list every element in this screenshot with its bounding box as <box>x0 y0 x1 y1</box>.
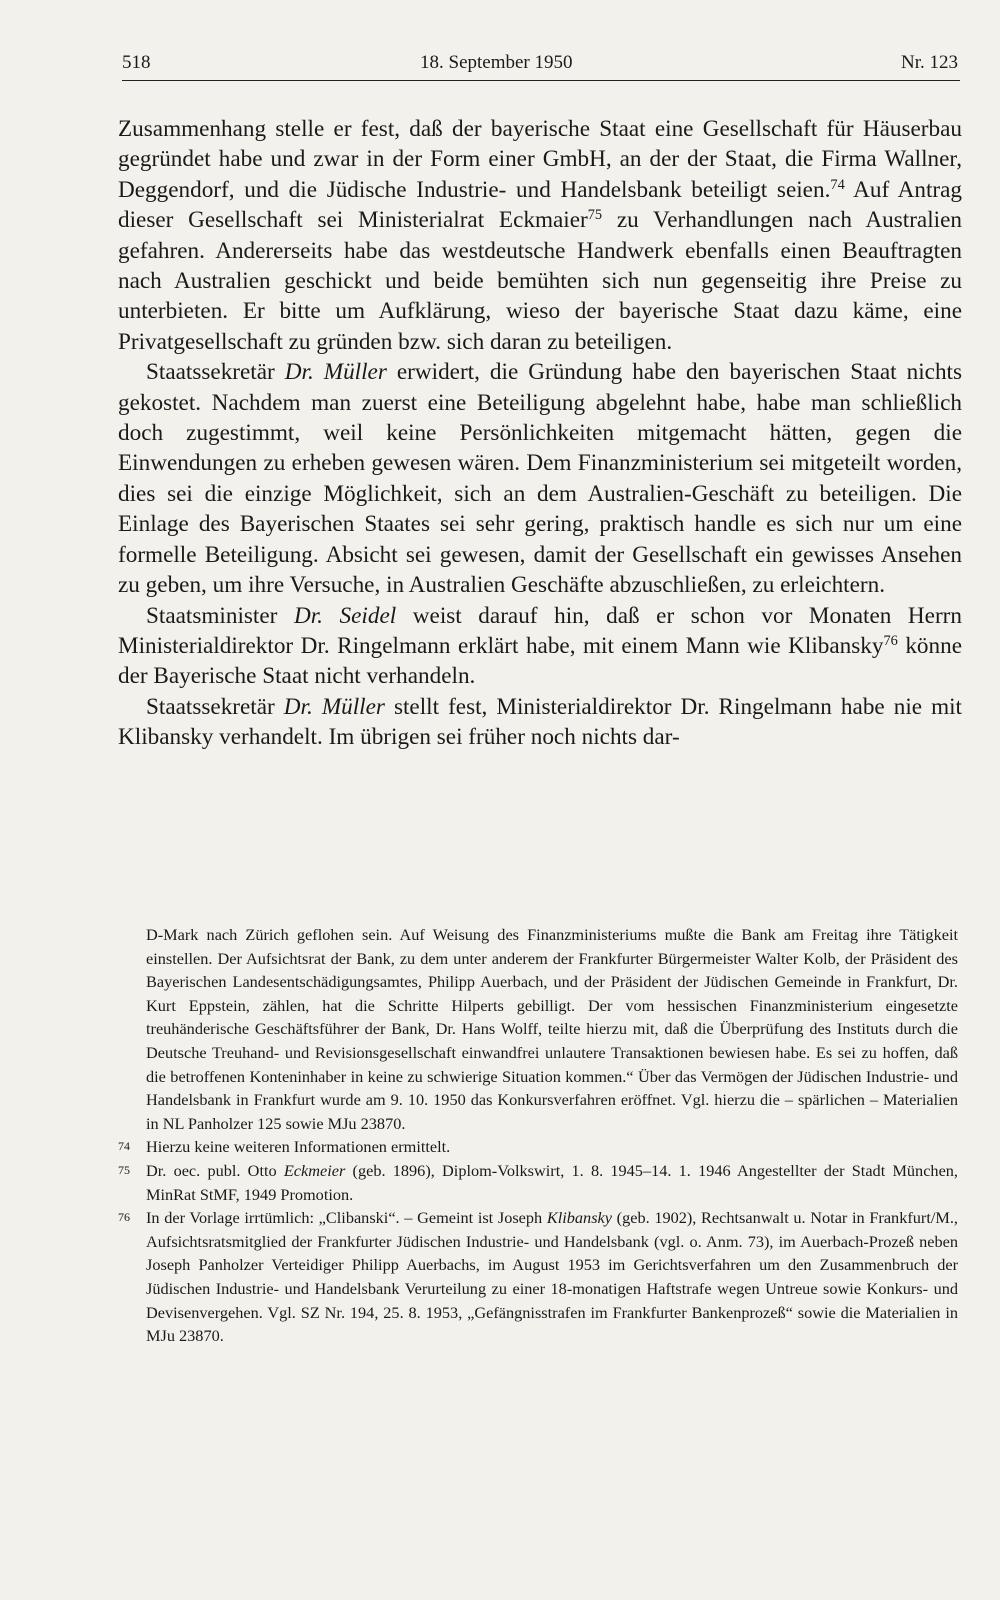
speaker-role: Staatsminister <box>146 602 294 629</box>
running-header <box>122 48 960 81</box>
footnote-continuation: D-Mark nach Zürich geflohen sein. Auf Weisung des Finanzministeriums mußte die Bank am Freitag ihre Tätigkeit einstellen. Der Aufsichtsrat der Bank, zu dem unter anderem der Frankfurter Bürgermeister Walter Kolb, der Präsident des Bayerischen Landesentschädigungsamtes, Philipp Auerbach, und der Präsident der Jüdischen Gemeinde in Frankfurt, Dr. Kurt Eppstein, zählen, hat die Schritte Hilperts gebilligt. Der vom hessischen Finanzministerium eingesetzte treuhänderische Geschäftsführer der Bank, Dr. Hans Wolff, teilte hierzu mit, daß die Überprüfung des Instituts durch die Deutsche Treuhand- und Revisionsgesellschaft einwandfrei unlautere Transaktionen bewiesen habe. Es sei zu hoffen, daß die betroffenen Konteninhaber in keine zu schwierige Situation kommen.“ Über das Vermögen der Jüdischen Industrie- und Handelsbank in Frankfurt wurde am 9. 10. 1950 das Konkursverfahren eröffnet. Vgl. hierzu die – spärlichen – Materialien in NL Panholzer 125 sowie MJu 23870. <box>146 925 958 1133</box>
text-run: (geb. 1896), Diplom-Volkswirt, 1. 8. 1945–14. 1. 1946 Angestellter der Stadt München, MinRat StMF, 1949 Promotion. <box>146 1160 959 1204</box>
text-run: Zusammenhang stelle er fest, daß der bayerische Staat eine Gesellschaft für Häuserbau gegründet habe und zwar in der Form einer GmbH, an der der Staat, die Firma Wallner, Deggendorf, und die Jüdische Industrie- und Handelsbank beteiligt seien. <box>118 116 962 203</box>
text-run: könne der Bayerische Staat nicht verhandeln. <box>118 632 963 690</box>
footnotes <box>118 923 958 1348</box>
speaker-title: Dr. <box>293 602 323 629</box>
speaker-name: Müller <box>321 693 385 720</box>
paragraph-3 <box>118 601 962 692</box>
speaker-name: Seidel <box>339 602 397 629</box>
footnote-ref-76: 76 <box>883 633 898 649</box>
speaker-role: Staatssekretär <box>146 359 285 386</box>
footnote-75 <box>118 1159 958 1206</box>
text-run: weist darauf hin, daß er schon vor Monaten Herrn Ministerialdirektor Dr. Ringelmann erklärt habe, mit einem Mann wie Klibansky <box>118 602 962 659</box>
paragraph-2 <box>118 357 962 600</box>
footnote-ref-75: 75 <box>587 207 603 224</box>
document-number: Nr. 123 <box>901 52 958 73</box>
text-run: Auf Antrag dieser Gesellschaft sei Ministerialrat Eckmaier <box>118 176 963 234</box>
text-run: (geb. 1902), Rechtsanwalt u. Notar in Frankfurt/M., Aufsichtsratsmitglied der Frankfurter Jüdischen Industrie- und Handelsbank (vgl. o. Anm. 73), im Auerbach-Prozeß neben Joseph Panholzer Verteidiger Philipp Auerbachs, im August 1953 im Gerichtsverfahren um den Zusammenbruch der Jüdischen Industrie- und Handelsbank Verurteilung zu einer 18-monatigen Haftstrafe wegen Untreue sowie Konkurs- und Devisenvergehen. Vgl. SZ Nr. 194, 25. 8. 1953, „Gefängnisstrafen im Frankfurter Bankenprozeß“ sowie die Materialien in MJu 23870. <box>146 1208 958 1346</box>
footnote-text <box>146 1206 958 1348</box>
footnote-74 <box>118 1135 958 1159</box>
person-name: Klibansky <box>546 1208 612 1228</box>
footnote-text: Hierzu keine weiteren Informationen ermittelt. <box>146 1137 451 1157</box>
paragraph-4 <box>118 692 962 753</box>
text-run: stellt fest, Ministerialdirektor Dr. Ringelmann habe nie mit Klibansky verhandelt. Im übrigen sei früher noch nichts dar- <box>118 693 962 751</box>
text-run: erwidert, die Gründung habe den bayerischen Staat nichts gekostet. Nachdem man zuerst eine Beteiligung abgelehnt habe, habe man schließlich doch zugestimmt, weil keine Persönlichkeiten mitgemacht hätten, gegen die Einwendungen zu erheben gewesen wären. Dem Finanzministerium sei mitgeteilt worden, dies sei die einzige Möglichkeit, sich an dem Australien-Geschäft zu beteiligen. Die Einlage des Bayerischen Staates sei sehr gering, praktisch handle es sich nur um eine formelle Beteiligung. Absicht sei gewesen, damit der Gesellschaft ein gewisses Ansehen zu geben, um ihre Versuche, in Australien Geschäfte abzuschließen, zu erleichtern. <box>118 359 962 599</box>
main-text <box>118 114 962 753</box>
speaker-title: Dr. <box>283 693 313 720</box>
text-run: zu Verhandlungen nach Australien gefahren. Andererseits habe das westdeutsche Handwerk ebenfalls einen Beauftragten nach Australien geschickt und beide bemühten sich nun gegenseitig ihre Preise zu unterbieten. Er bitte um Aufklärung, wieso der bayerische Staat dazu käme, eine Privatgesellschaft zu gründen bzw. sich daran zu beteiligen. <box>118 207 962 355</box>
footnote-76 <box>118 1206 958 1348</box>
speaker-role: Staatssekretär <box>146 693 284 720</box>
footnote-text <box>146 1159 958 1206</box>
footnote-number: 74 <box>118 1139 130 1154</box>
footnote-ref-74: 74 <box>830 176 845 193</box>
text-run: Dr. oec. publ. Otto <box>146 1160 284 1180</box>
paragraph-1 <box>118 114 962 357</box>
text-run: In der Vorlage irrtümlich: „Clibanski“. – Gemeint ist Joseph <box>146 1208 547 1228</box>
footnote-number: 75 <box>118 1162 130 1177</box>
speaker-name: Müller <box>323 359 387 386</box>
speaker-title: Dr. <box>284 359 314 386</box>
header-date: 18. September 1950 <box>420 52 573 73</box>
person-name: Eckmeier <box>283 1160 346 1180</box>
footnote-number: 76 <box>118 1210 130 1225</box>
page-number: 518 <box>122 52 151 73</box>
